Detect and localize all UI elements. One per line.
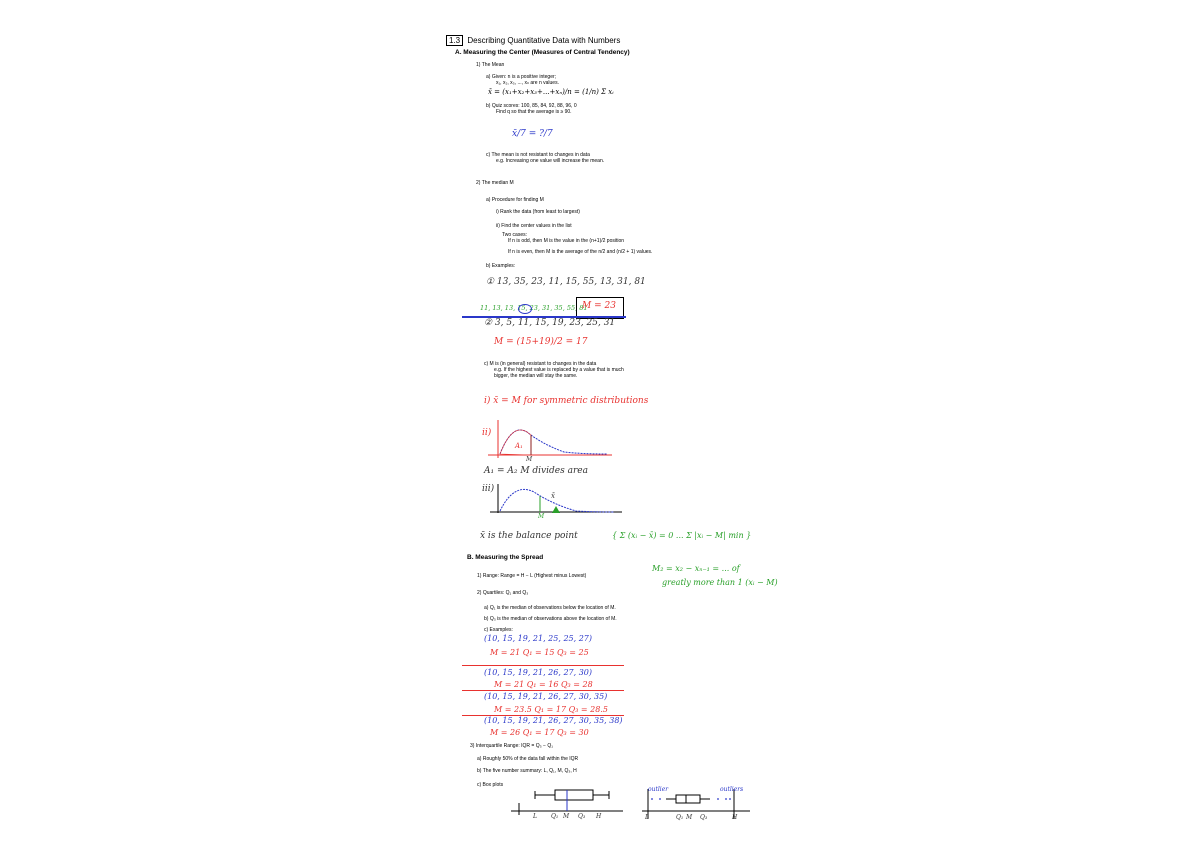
quartiles-a: a) Q₁ is the median of observations below the location of M. xyxy=(484,605,616,611)
median-odd: If n is odd, then M is the value in the (n+1)/2 position xyxy=(508,238,625,244)
box-plot-2-outlier-3 xyxy=(717,798,719,800)
curve-ii-median-label: M xyxy=(526,456,533,463)
median-example-2: ② 3, 5, 11, 15, 19, 23, 25, 31 xyxy=(484,318,616,328)
range-line: 1) Range: Range = H − L (Highest minus Lowest) xyxy=(477,573,587,579)
box1-label-H: H xyxy=(596,813,602,820)
divider-1 xyxy=(462,665,624,666)
skewed-curve-iii xyxy=(484,482,624,522)
median-c2: e.g. If the highest value is replaced by a value that is much xyxy=(494,367,624,373)
iqr-a: a) Roughly 50% of the data fall within the IQR xyxy=(477,756,579,762)
green-note-2: M₂ = x₂ − xₙ₋₁ = ... of xyxy=(652,564,740,573)
mean-b2: Find q so that the average is ≥ 90. xyxy=(496,109,572,115)
median-b: b) Examples: xyxy=(486,263,516,269)
quartile-example-1: (10, 15, 19, 21, 25, 25, 27) xyxy=(484,634,593,643)
green-note-1: { Σ (xᵢ − x̄) = 0 ... Σ |xᵢ − M| min } xyxy=(612,531,752,540)
median-circle xyxy=(518,304,532,314)
section-a-heading: A. Measuring the Center (Measures of Central Tendency) xyxy=(455,49,630,56)
note-ii-text: A₁ = A₂ M divides area xyxy=(484,466,588,476)
box-plot-2-outlier-1 xyxy=(651,798,653,800)
quartile-example-2: (10, 15, 19, 21, 26, 27, 30) xyxy=(484,668,593,677)
median-a-i: i) Rank the data (from least to largest) xyxy=(496,209,580,215)
box-plot-2-outlier-4 xyxy=(725,798,727,800)
divider-2 xyxy=(462,690,624,691)
mean-c2: e.g. Increasing one value will increase the mean. xyxy=(496,158,605,164)
mean-b-work: x̄/7 = ?/7 xyxy=(512,129,553,139)
mean-b1: b) Quiz scores: 100, 85, 84, 92, 88, 96, 0 xyxy=(486,103,577,109)
box1-label-Q3: Q₃ xyxy=(578,813,586,820)
median-c1: c) M is (in general) resistant to changes in the data xyxy=(484,361,597,367)
median-two-cases: Two cases: xyxy=(502,232,528,238)
median-example-1: ① 13, 35, 23, 11, 15, 55, 13, 31, 81 xyxy=(486,277,646,287)
mean-label: 1) The Mean xyxy=(476,62,505,68)
balance-point-text: x̄ is the balance point xyxy=(480,531,578,541)
mean-formula: x̄ = (x₁+x₂+x₃+...+xₙ)/n = (1/n) Σ xᵢ xyxy=(488,88,614,96)
curve-iii-balance-triangle xyxy=(552,506,560,513)
box-plot-1-box xyxy=(555,790,593,800)
median-example-2-work: M = (15+19)/2 = 17 xyxy=(494,337,588,347)
median-a-ii: ii) Find the center values in the list xyxy=(496,223,572,229)
median-a: a) Procedure for finding M xyxy=(486,197,544,203)
quartiles-line: 2) Quartiles: Q₁ and Q₃ xyxy=(477,590,529,596)
median-example-1-result: M = 23 xyxy=(582,301,616,311)
median-c3: bigger, the median will stay the same. xyxy=(494,373,578,379)
title-text: Describing Quantitative Data with Numbers xyxy=(467,36,621,45)
iqr-c: c) Box plots xyxy=(477,782,504,788)
quartile-example-1-result: M = 21 Q₁ = 15 Q₃ = 25 xyxy=(490,648,589,657)
skewed-curve-ii xyxy=(482,418,622,468)
quartiles-b: b) Q₃ is the median of observations above the location of M. xyxy=(484,616,617,622)
box2-label-Q1: Q₁ xyxy=(676,814,684,821)
quartile-example-4: (10, 15, 19, 21, 26, 27, 30, 35, 38) xyxy=(484,716,623,725)
median-example-1-sorted: 11, 13, 13, 15, 23, 31, 35, 55, 81 xyxy=(480,304,588,312)
box1-label-L: L xyxy=(533,813,537,820)
box-plot-2-box xyxy=(676,795,700,803)
median-label: 2) The median M xyxy=(476,180,514,186)
median-even: If n is even, then M is the average of the n/2 and (n/2 + 1) values. xyxy=(508,249,653,255)
quartile-example-3: (10, 15, 19, 21, 26, 27, 30, 35) xyxy=(484,692,608,701)
mean-a2: x₁, x₂, x₃, ..., xₙ are n values. xyxy=(496,80,559,86)
outlier-left-label: outlier xyxy=(648,786,669,793)
note-i: i) x̄ = M for symmetric distributions xyxy=(484,396,649,406)
box1-label-Q1: Q₁ xyxy=(551,813,559,820)
quartiles-c: c) Examples: xyxy=(484,627,513,633)
quartile-example-3-result: M = 23.5 Q₁ = 17 Q₃ = 28.5 xyxy=(494,705,608,714)
iqr-line: 3) Interquartile Range: IQR = Q₃ − Q₁ xyxy=(470,743,553,749)
section-number: 1.3 xyxy=(446,35,463,46)
curve-iii-mean-label: x̄ xyxy=(551,492,555,500)
box1-label-M: M xyxy=(563,813,570,820)
green-note-3: greatly more than 1 (xᵢ − M) xyxy=(662,578,778,587)
box2-label-L: L xyxy=(645,814,649,821)
quartile-example-2-result: M = 21 Q₁ = 16 Q₃ = 28 xyxy=(494,680,593,689)
outlier-right-label: outliers xyxy=(720,786,744,793)
note-ii: ii) xyxy=(482,428,492,438)
box2-label-M: M xyxy=(686,814,693,821)
note-iii: iii) xyxy=(482,484,495,494)
box2-label-Q3: Q₃ xyxy=(700,814,708,821)
quartile-example-4-result: M = 26 Q₁ = 17 Q₃ = 30 xyxy=(490,728,589,737)
section-b-heading: B. Measuring the Spread xyxy=(467,554,544,561)
curve-iii-median-label: M xyxy=(538,513,545,520)
iqr-b: b) The five number summary: L, Q₁, M, Q₃, H xyxy=(477,768,577,774)
curve-ii-area-label: A₁ xyxy=(515,442,523,450)
box-plot-2-outlier-2 xyxy=(659,798,661,800)
box2-label-H: H xyxy=(732,814,738,821)
mean-c1: c) The mean is not resistant to changes in data xyxy=(486,152,590,158)
mean-a1: a) Given: n is a positive integer; xyxy=(486,74,557,80)
box-plot-2-outlier-5 xyxy=(729,798,731,800)
page-title xyxy=(446,35,620,46)
